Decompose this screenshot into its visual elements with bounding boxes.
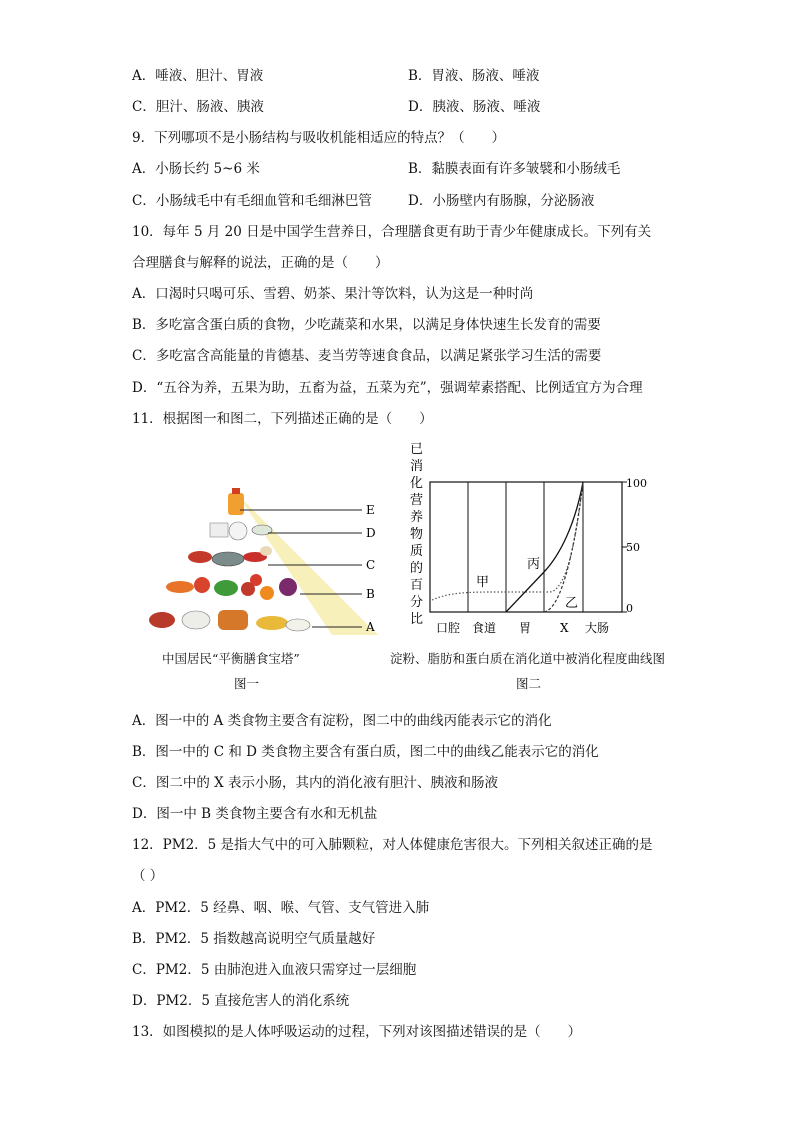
ylabel-char: 的 bbox=[410, 561, 424, 576]
ylabel-char: 分 bbox=[410, 595, 424, 610]
q11-option-b[interactable]: B．图一中的 C 和 D 类食物主要含有蛋白质，图二中的曲线乙能表示它的消化 bbox=[132, 744, 599, 760]
y-axis-label bbox=[410, 442, 423, 627]
curve-label-yi: 乙 bbox=[565, 596, 579, 611]
egg-icon bbox=[260, 546, 272, 556]
rice-bowl-icon bbox=[286, 619, 310, 631]
tick-label-100: 100 bbox=[626, 477, 647, 490]
pepper-icon bbox=[250, 574, 262, 586]
q9-option-a[interactable]: A．小肠长约 5~6 米 bbox=[132, 161, 260, 177]
oil-cap-icon bbox=[232, 488, 240, 494]
q12-stem: 12．PM2．5 是指大气中的可入肺颗粒，对人体健康危害很大。下列相关叙述正确的是 bbox=[132, 837, 653, 853]
q10-option-a[interactable]: A．口渴时只喝可乐、雪碧、奶茶、果汁等饮料，认为这是一种时尚 bbox=[132, 286, 534, 302]
curve-label-jia: 甲 bbox=[476, 575, 490, 590]
region-label-x: X bbox=[560, 621, 569, 635]
ylabel-char: 营 bbox=[410, 493, 424, 508]
carrot-icon bbox=[166, 581, 194, 593]
q9-stem: 9．下列哪项不是小肠结构与吸收机能相适应的特点？（ ） bbox=[132, 130, 506, 146]
q10-option-c[interactable]: C．多吃富含高能量的肯德基、麦当劳等速食食品，以满足紧张学习生活的需要 bbox=[132, 348, 602, 364]
pyramid-label-c: C bbox=[366, 558, 376, 572]
pyramid-label-e: E bbox=[366, 503, 375, 517]
q8-option-row-2 bbox=[132, 97, 752, 117]
q11-option-c[interactable]: C．图二中的 X 表示小肠，其内的消化液有胆汁、胰液和肠液 bbox=[132, 775, 499, 791]
q13-stem: 13．如图模拟的是人体呼吸运动的过程，下列对该图描述错误的是（ ） bbox=[132, 1024, 582, 1040]
tomato-icon bbox=[194, 577, 210, 593]
bun-icon bbox=[182, 611, 210, 629]
q10-stem-line1: 10．每年 5 月 20 日是中国学生营养日，合理膳食更有助于青少年健康成长。下列有关 bbox=[132, 224, 652, 240]
figure1-label: 图一 bbox=[234, 676, 260, 691]
pyramid-label-a: A bbox=[366, 620, 375, 634]
q12-option-d[interactable]: D．PM2．5 直接危害人的消化系统 bbox=[132, 993, 350, 1009]
ylabel-char: 物 bbox=[410, 527, 424, 542]
meat-icon bbox=[188, 551, 212, 563]
corn-icon bbox=[256, 616, 288, 630]
q9-option-b[interactable]: B．黏膜表面有许多皱襞和小肠绒毛 bbox=[408, 161, 621, 177]
q9-option-row-1 bbox=[132, 159, 752, 179]
curve-yi bbox=[544, 482, 583, 612]
q11-option-a[interactable]: A．图一中的 A 类食物主要含有淀粉，图二中的曲线丙能表示它的消化 bbox=[132, 713, 552, 729]
digestion-curve-figure bbox=[400, 440, 660, 640]
q11-option-d[interactable]: D．图一中 B 类食物主要含有水和无机盐 bbox=[132, 806, 378, 822]
ylabel-char: 已 bbox=[410, 442, 424, 457]
q12-option-c[interactable]: C．PM2．5 由肺泡进入血液只需穿过一层细胞 bbox=[132, 962, 417, 978]
q9-option-c[interactable]: C．小肠绒毛中有毛细血管和毛细淋巴管 bbox=[132, 193, 372, 209]
tick-label-0: 0 bbox=[626, 602, 633, 615]
grapes-icon bbox=[279, 578, 297, 596]
q9-option-row-2 bbox=[132, 191, 752, 211]
q8-option-b[interactable]: B．胃液、肠液、唾液 bbox=[408, 68, 540, 84]
q11-stem: 11．根据图一和图二，下列描述正确的是（ ） bbox=[132, 411, 433, 427]
q10-option-d[interactable]: D．“五谷为养，五果为助，五畜为益，五菜为充”，强调荤素搭配、比例适宜方为合理 bbox=[132, 380, 643, 396]
pyramid-label-d: D bbox=[366, 526, 376, 540]
ylabel-char: 比 bbox=[410, 612, 424, 627]
q8-option-d[interactable]: D．胰液、肠液、唾液 bbox=[408, 99, 541, 115]
q12-option-a[interactable]: A．PM2．5 经鼻、咽、喉、气管、支气管进入肺 bbox=[132, 900, 430, 916]
ylabel-char: 养 bbox=[410, 510, 424, 525]
curve-label-bing: 丙 bbox=[527, 557, 541, 572]
figure2-caption: 淀粉、脂肪和蛋白质在消化道中被消化程度曲线图 bbox=[390, 651, 666, 666]
sweet-potato-icon bbox=[149, 612, 175, 628]
region-label-mouth: 口腔 bbox=[436, 621, 461, 635]
q8-option-c[interactable]: C．胆汁、肠液、胰液 bbox=[132, 99, 264, 115]
q12-option-b[interactable]: B．PM2．5 指数越高说明空气质量越好 bbox=[132, 931, 376, 947]
region-label-large-intestine: 大肠 bbox=[585, 621, 610, 635]
q8-option-row-1 bbox=[132, 66, 752, 86]
tick-label-50: 50 bbox=[626, 541, 640, 554]
ylabel-char: 化 bbox=[410, 476, 424, 491]
oil-bottle-icon bbox=[228, 493, 244, 515]
q12-paren: （ ） bbox=[132, 868, 164, 884]
fish-icon bbox=[212, 552, 244, 566]
q10-option-b[interactable]: B．多吃富含蛋白质的食物，少吃蔬菜和水果，以满足身体快速生长发育的需要 bbox=[132, 317, 601, 333]
orange-icon bbox=[260, 586, 274, 600]
q10-stem-line2: 合理膳食与解释的说法，正确的是（ ） bbox=[132, 255, 389, 271]
q8-option-a[interactable]: A．唾液、胆汁、胃液 bbox=[132, 68, 264, 84]
milk-carton-icon bbox=[210, 523, 228, 537]
greens-icon bbox=[214, 580, 238, 596]
region-label-esophagus: 食道 bbox=[472, 621, 497, 635]
figure1-caption: 中国居民“平衡膳食宝塔” bbox=[162, 651, 300, 666]
egg-bowl-icon bbox=[229, 522, 247, 540]
pyramid-label-b: B bbox=[366, 587, 375, 601]
region-label-stomach: 胃 bbox=[519, 621, 532, 635]
bread-icon bbox=[218, 610, 248, 630]
figure2-label: 图二 bbox=[516, 676, 542, 691]
ylabel-char: 百 bbox=[410, 578, 424, 593]
ylabel-char: 消 bbox=[410, 459, 424, 474]
ylabel-char: 质 bbox=[410, 544, 424, 559]
curve-jia bbox=[432, 482, 583, 600]
q9-option-d[interactable]: D．小肠壁内有肠腺，分泌肠液 bbox=[408, 193, 595, 209]
food-pyramid-figure bbox=[140, 485, 390, 645]
